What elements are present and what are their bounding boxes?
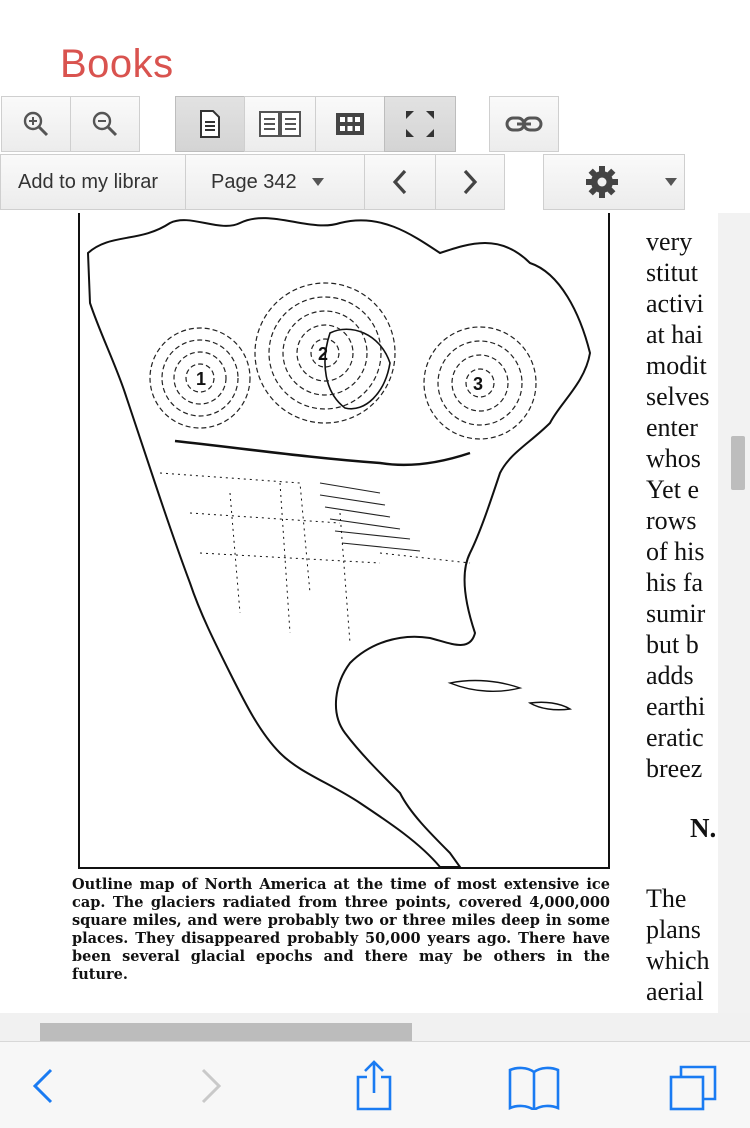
side-text-line: but b <box>646 630 699 659</box>
two-page-view-button[interactable] <box>244 96 316 152</box>
gear-icon <box>584 164 620 200</box>
zoom-in-button[interactable] <box>1 96 71 152</box>
tabs-icon <box>667 1063 719 1111</box>
browser-forward-button[interactable] <box>196 1066 226 1106</box>
single-page-view-button[interactable] <box>175 96 245 152</box>
map-illustration <box>80 213 608 867</box>
side-text-line: Yet e <box>646 475 699 504</box>
fullscreen-button[interactable] <box>384 96 456 152</box>
side-text-line: rows <box>646 506 697 535</box>
side-text-line: modit <box>646 351 707 380</box>
link-icon <box>505 114 543 134</box>
chevron-left-icon <box>392 169 408 195</box>
caret-down-icon <box>664 177 678 187</box>
side-text-line: earthi <box>646 692 706 721</box>
side-text-line: his fa <box>646 568 704 597</box>
map-label-1: 1 <box>196 369 207 389</box>
caret-down-icon <box>311 177 325 187</box>
side-text-column-lower <box>646 883 718 1007</box>
share-icon <box>354 1059 394 1111</box>
side-text-lower-line: plans <box>646 915 701 944</box>
north-america-map <box>78 213 610 869</box>
side-text-column <box>646 226 718 784</box>
grid-icon <box>336 113 364 135</box>
side-text-line: selves <box>646 382 710 411</box>
side-text-line: eratic <box>646 723 704 752</box>
side-text-line: stitut <box>646 258 699 287</box>
tabs-button[interactable] <box>666 1062 720 1112</box>
two-page-icon <box>259 111 301 137</box>
vertical-scrollbar-thumb[interactable] <box>731 436 745 490</box>
browser-back-button[interactable] <box>28 1066 58 1106</box>
page-label: Page 342 <box>211 170 297 193</box>
vertical-scroll-track[interactable] <box>718 213 750 1013</box>
side-text-lower-line: which <box>646 946 710 975</box>
add-to-library-button[interactable] <box>0 154 186 210</box>
fullscreen-icon <box>404 109 436 139</box>
page-select[interactable] <box>185 154 365 210</box>
next-page-button[interactable] <box>435 154 505 210</box>
share-button[interactable] <box>352 1058 396 1112</box>
back-arrow-icon <box>32 1068 54 1104</box>
zoom-out-button[interactable] <box>70 96 140 152</box>
side-text-line: sumir <box>646 599 706 628</box>
side-text-line: breez <box>646 754 703 783</box>
previous-page-button[interactable] <box>364 154 436 210</box>
book-icon <box>507 1064 561 1110</box>
side-text-lower-line: The <box>646 884 687 913</box>
side-text-line: adds <box>646 661 694 690</box>
zoom-out-icon <box>91 110 119 138</box>
map-label-2: 2 <box>318 344 329 364</box>
browser-bottom-bar <box>0 1041 750 1128</box>
map-caption: Outline map of North America at the time of most extensive ice cap. The glaciers radiated from three points, covered 4,000,000 square miles, and were probably two or three miles deep in some places. They disappeared probably 50,000 years ago. There have been several glacial epochs and there may be others in the future. <box>72 876 610 983</box>
side-text-lower-line: aerial <box>646 977 704 1006</box>
add-to-library-label: Add to my librar <box>18 170 159 193</box>
side-text-line: whos <box>646 444 701 473</box>
link-button[interactable] <box>489 96 559 152</box>
side-text-line: very <box>646 227 693 256</box>
section-heading: N. <box>690 813 717 843</box>
settings-button[interactable] <box>543 154 685 210</box>
map-label-3: 3 <box>473 374 484 394</box>
horizontal-scrollbar-thumb[interactable] <box>40 1023 412 1041</box>
chevron-right-icon <box>462 169 478 195</box>
book-page <box>0 213 750 1013</box>
thumbnails-view-button[interactable] <box>315 96 385 152</box>
zoom-in-icon <box>22 110 50 138</box>
side-text-line: enter <box>646 413 698 442</box>
app-title[interactable]: Books <box>60 42 174 86</box>
side-text-line: at hai <box>646 320 704 349</box>
side-text-line: activi <box>646 289 704 318</box>
single-page-icon <box>198 110 222 138</box>
side-text-line: of his <box>646 537 705 566</box>
bookmarks-button[interactable] <box>506 1062 562 1112</box>
forward-arrow-icon <box>200 1068 222 1104</box>
